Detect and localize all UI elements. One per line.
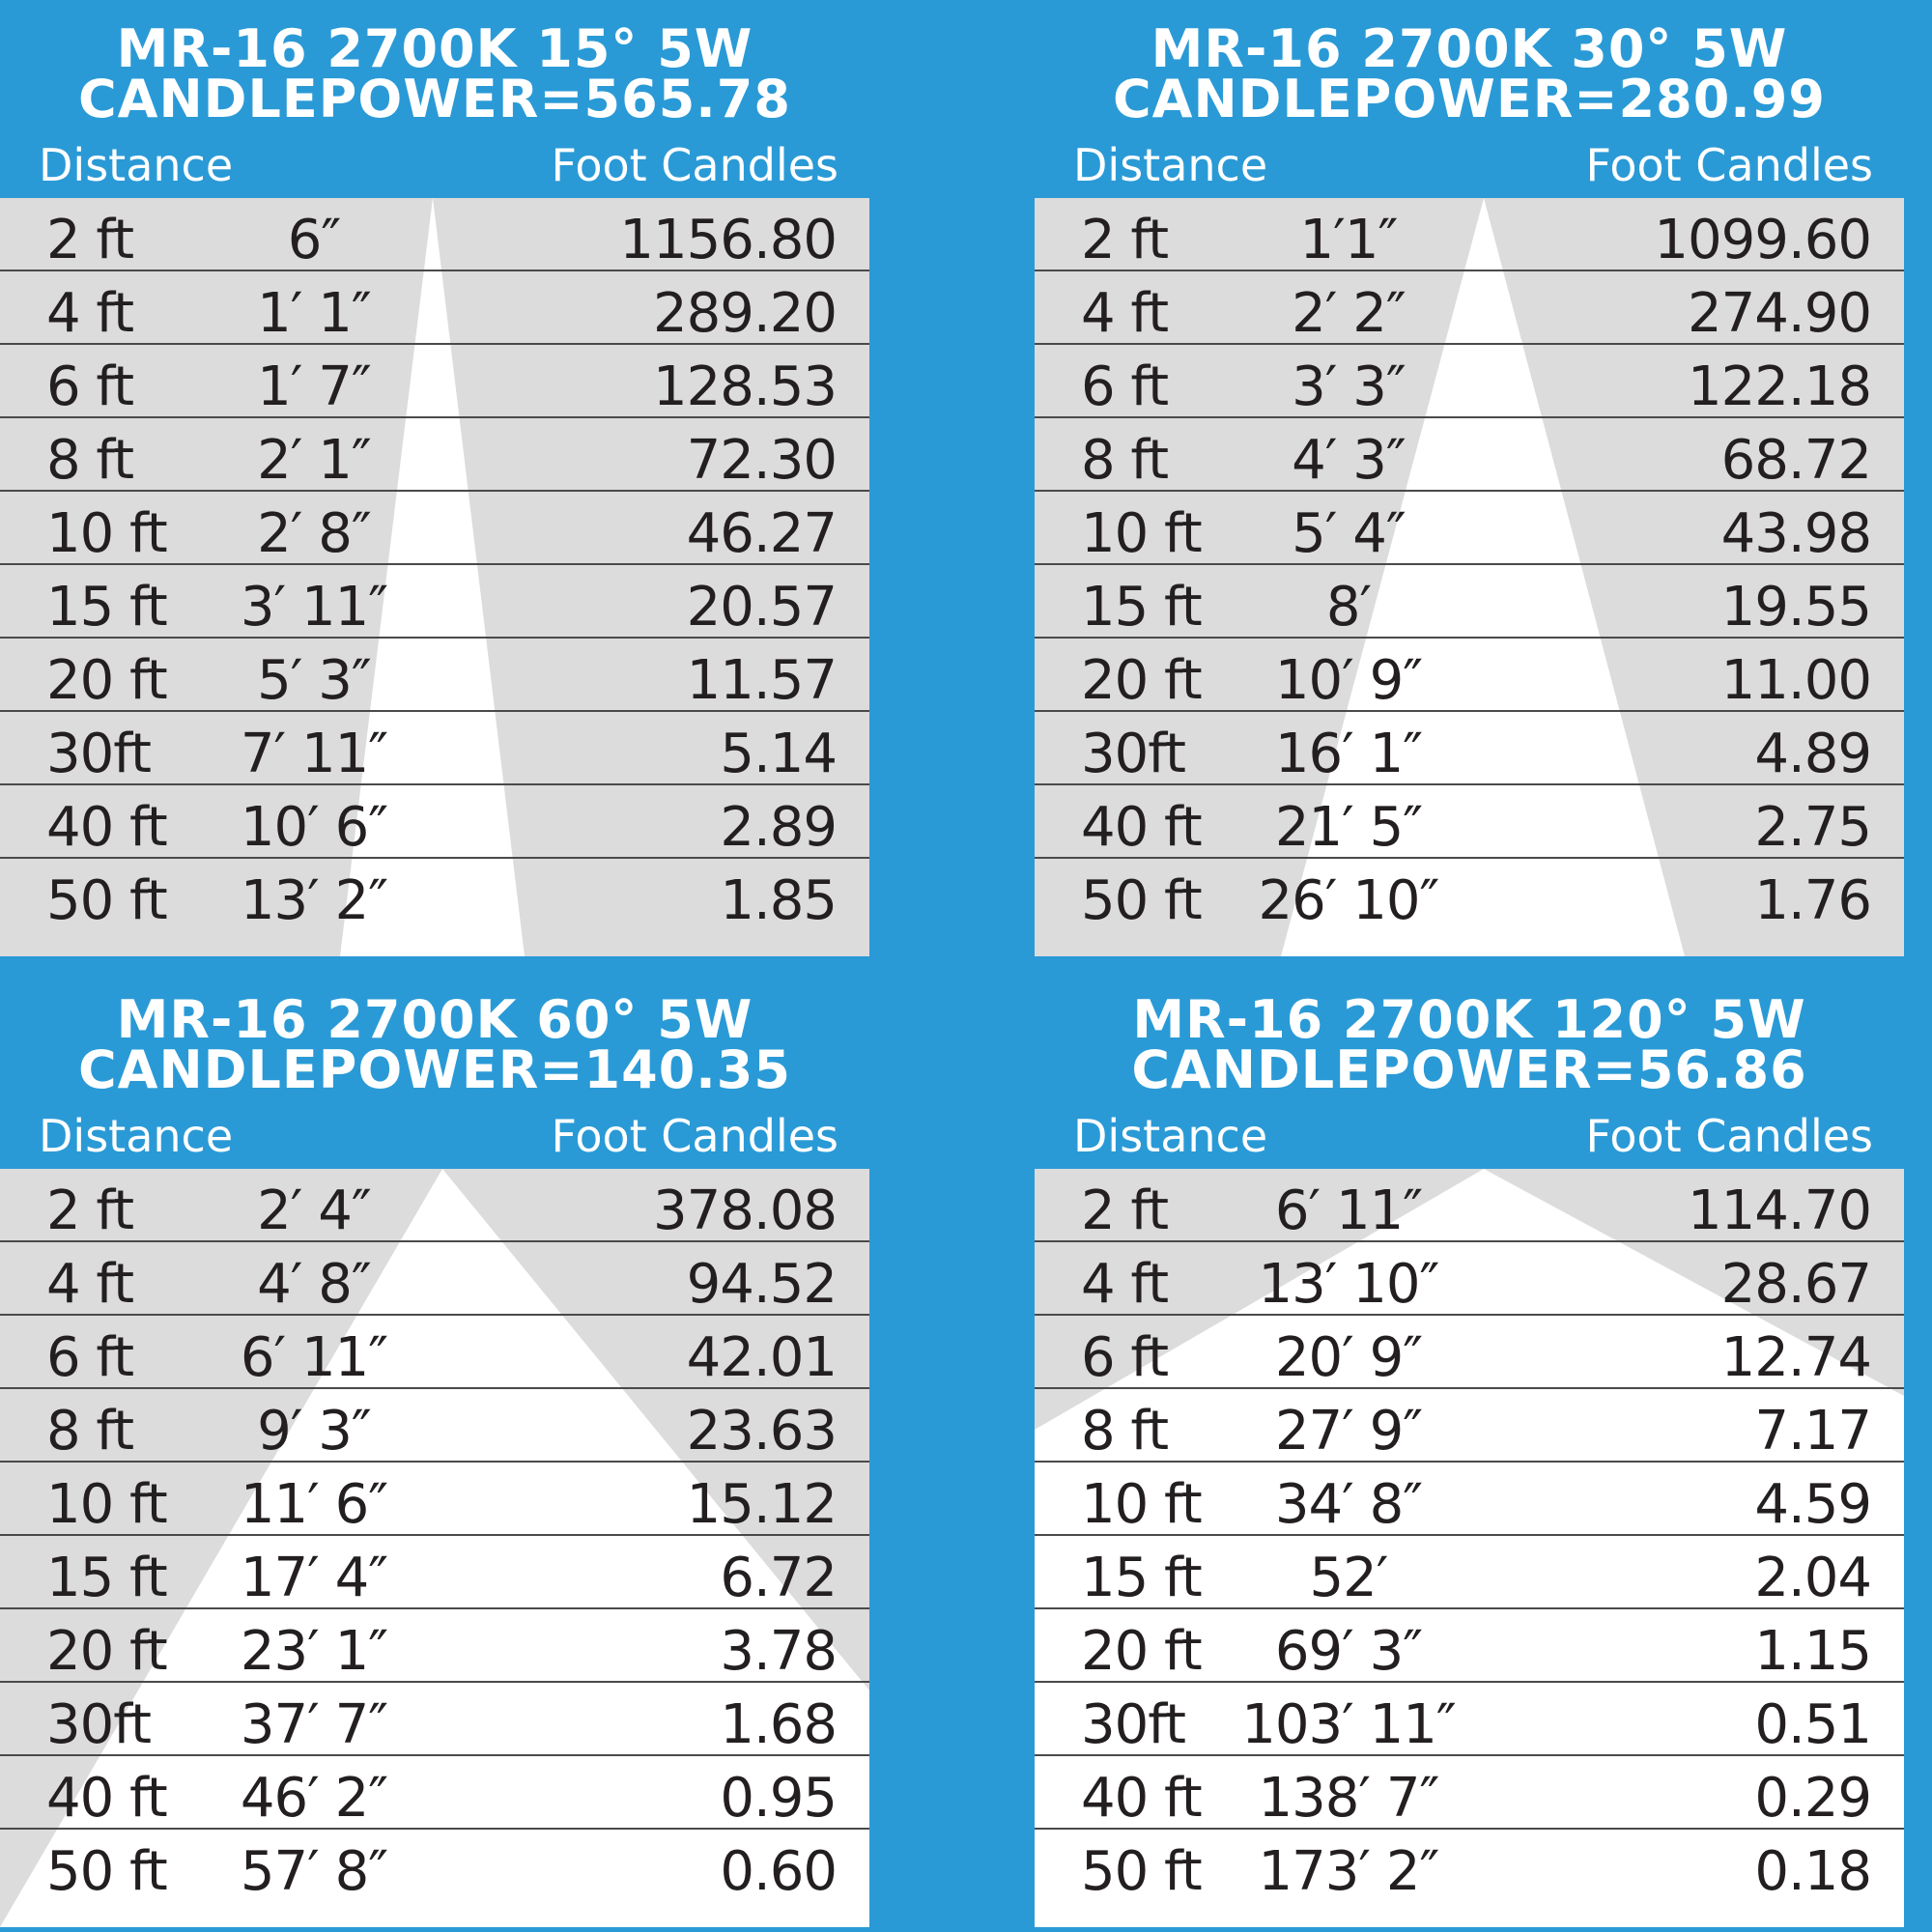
foot-candles-cell: 94.52 <box>686 1253 837 1316</box>
beam-diameter-cell: 1′ 1″ <box>257 282 371 345</box>
foot-candles-cell: 2.04 <box>1754 1547 1871 1609</box>
table-row <box>0 271 869 345</box>
table-row <box>0 859 869 932</box>
distance-cell: 20 ft <box>1081 1620 1202 1683</box>
distance-cell: 8 ft <box>1081 429 1169 492</box>
beam-table-panel <box>0 0 869 956</box>
beam-table-panel <box>1035 0 1904 956</box>
beam-diameter-cell: 6′ 11″ <box>240 1326 388 1389</box>
table-row <box>1035 198 1904 271</box>
distance-cell: 4 ft <box>46 282 134 345</box>
table-row <box>0 418 869 492</box>
distance-cell: 40 ft <box>46 1767 167 1830</box>
table-row <box>1035 1389 1904 1463</box>
table-row <box>0 1830 869 1903</box>
panel-title: MR-16 2700K 60° 5W <box>116 989 753 1050</box>
beam-table-panel <box>1035 971 1904 1927</box>
distance-cell: 8 ft <box>46 1400 134 1463</box>
distance-cell: 30ft <box>46 723 151 785</box>
foot-candles-cell: 46.27 <box>686 502 837 565</box>
distance-cell: 6 ft <box>1081 1326 1169 1389</box>
panel-title: MR-16 2700K 30° 5W <box>1151 18 1788 79</box>
beam-diameter-cell: 3′ 11″ <box>240 576 388 639</box>
foot-candles-cell: 122.18 <box>1688 355 1871 418</box>
distance-cell: 8 ft <box>1081 1400 1169 1463</box>
beam-diameter-cell: 4′ 3″ <box>1292 429 1406 492</box>
foot-candles-cell: 11.00 <box>1720 649 1871 712</box>
table-row <box>0 712 869 785</box>
table-row <box>1035 1830 1904 1903</box>
distance-cell: 8 ft <box>46 429 134 492</box>
beam-diameter-cell: 2′ 1″ <box>257 429 371 492</box>
beam-diameter-cell: 7′ 11″ <box>240 723 388 785</box>
foot-candles-cell: 0.60 <box>720 1840 837 1903</box>
table-row <box>0 1756 869 1830</box>
distance-cell: 2 ft <box>1081 1179 1169 1242</box>
foot-candles-cell: 0.29 <box>1754 1767 1871 1830</box>
table-row <box>1035 271 1904 345</box>
foot-candles-cell: 5.14 <box>720 723 837 785</box>
table-row <box>1035 1169 1904 1242</box>
distance-cell: 10 ft <box>1081 502 1202 565</box>
table-row <box>0 1536 869 1609</box>
foot-candles-cell: 7.17 <box>1754 1400 1871 1463</box>
foot-candles-cell: 0.51 <box>1754 1693 1871 1756</box>
foot-candles-cell: 128.53 <box>653 355 837 418</box>
table-row <box>1035 1756 1904 1830</box>
beam-diameter-cell: 16′ 1″ <box>1274 723 1423 785</box>
beam-diameter-cell: 103′ 11″ <box>1241 1693 1456 1756</box>
table-row <box>0 198 869 271</box>
panel-title: MR-16 2700K 15° 5W <box>116 18 753 79</box>
column-header-distance: Distance <box>39 139 234 191</box>
table-row <box>1035 712 1904 785</box>
panel-header <box>1035 971 1904 1164</box>
column-header-distance: Distance <box>1073 139 1268 191</box>
foot-candles-cell: 378.08 <box>653 1179 837 1242</box>
table-body <box>1035 1169 1904 1927</box>
table-row <box>0 1316 869 1389</box>
table-row <box>1035 1316 1904 1389</box>
foot-candles-cell: 1.68 <box>720 1693 837 1756</box>
beam-diameter-cell: 6″ <box>287 209 341 271</box>
column-header-foot-candles: Foot Candles <box>1585 139 1873 191</box>
distance-cell: 30ft <box>1081 723 1185 785</box>
table-row <box>0 565 869 639</box>
foot-candles-cell: 15.12 <box>686 1473 837 1536</box>
table-body <box>0 198 869 956</box>
beam-diameter-cell: 52′ <box>1309 1547 1388 1609</box>
column-header-distance: Distance <box>1073 1110 1268 1162</box>
foot-candles-cell: 11.57 <box>686 649 837 712</box>
table-row <box>0 1463 869 1536</box>
candlepower-label: CANDLEPOWER=140.35 <box>78 1039 791 1100</box>
candlepower-label: CANDLEPOWER=280.99 <box>1113 69 1826 129</box>
distance-cell: 10 ft <box>46 502 167 565</box>
beam-diameter-cell: 23′ 1″ <box>240 1620 388 1683</box>
table-row <box>1035 1536 1904 1609</box>
beam-diameter-cell: 2′ 2″ <box>1292 282 1406 345</box>
table-row <box>0 1389 869 1463</box>
distance-cell: 4 ft <box>1081 1253 1169 1316</box>
distance-cell: 40 ft <box>46 796 167 859</box>
distance-cell: 50 ft <box>1081 1840 1202 1903</box>
beam-diameter-cell: 11′ 6″ <box>240 1473 388 1536</box>
foot-candles-cell: 0.95 <box>720 1767 837 1830</box>
table-row <box>1035 492 1904 565</box>
table-row <box>0 1609 869 1683</box>
foot-candles-cell: 28.67 <box>1720 1253 1871 1316</box>
beam-diameter-cell: 21′ 5″ <box>1274 796 1423 859</box>
foot-candles-cell: 6.72 <box>720 1547 837 1609</box>
beam-diameter-cell: 37′ 7″ <box>240 1693 388 1756</box>
beam-diameter-cell: 34′ 8″ <box>1274 1473 1423 1536</box>
beam-diameter-cell: 2′ 8″ <box>257 502 371 565</box>
column-header-foot-candles: Foot Candles <box>551 139 838 191</box>
table-row <box>0 639 869 712</box>
beam-diameter-cell: 3′ 3″ <box>1292 355 1406 418</box>
distance-cell: 20 ft <box>46 1620 167 1683</box>
table-row <box>1035 345 1904 418</box>
foot-candles-cell: 289.20 <box>653 282 837 345</box>
panel-title: MR-16 2700K 120° 5W <box>1132 989 1806 1050</box>
distance-cell: 50 ft <box>46 1840 167 1903</box>
foot-candles-cell: 2.89 <box>720 796 837 859</box>
distance-cell: 6 ft <box>46 1326 134 1389</box>
distance-cell: 6 ft <box>46 355 134 418</box>
beam-diameter-cell: 27′ 9″ <box>1274 1400 1423 1463</box>
distance-cell: 20 ft <box>1081 649 1202 712</box>
column-header-distance: Distance <box>39 1110 234 1162</box>
beam-diameter-cell: 1′1″ <box>1299 209 1398 271</box>
beam-diameter-cell: 1′ 7″ <box>257 355 371 418</box>
beam-diameter-cell: 57′ 8″ <box>240 1840 388 1903</box>
beam-diameter-cell: 10′ 9″ <box>1274 649 1423 712</box>
foot-candles-cell: 12.74 <box>1720 1326 1871 1389</box>
foot-candles-cell: 4.59 <box>1754 1473 1871 1536</box>
distance-cell: 10 ft <box>46 1473 167 1536</box>
foot-candles-cell: 0.18 <box>1754 1840 1871 1903</box>
table-row <box>0 345 869 418</box>
table-body <box>1035 198 1904 956</box>
foot-candles-cell: 20.57 <box>686 576 837 639</box>
table-row <box>0 1169 869 1242</box>
distance-cell: 40 ft <box>1081 1767 1202 1830</box>
foot-candles-cell: 1156.80 <box>619 209 837 271</box>
foot-candles-cell: 1.15 <box>1754 1620 1871 1683</box>
beam-diameter-cell: 10′ 6″ <box>240 796 388 859</box>
table-row <box>0 1683 869 1756</box>
foot-candles-cell: 1.76 <box>1754 869 1871 932</box>
beam-diameter-cell: 5′ 3″ <box>257 649 371 712</box>
foot-candles-cell: 3.78 <box>720 1620 837 1683</box>
distance-cell: 15 ft <box>46 576 167 639</box>
distance-cell: 6 ft <box>1081 355 1169 418</box>
table-row <box>1035 859 1904 932</box>
beam-diameter-cell: 13′ 10″ <box>1258 1253 1439 1316</box>
beam-table-panel <box>0 971 869 1927</box>
panel-header <box>0 971 869 1164</box>
foot-candles-cell: 68.72 <box>1720 429 1871 492</box>
table-row <box>1035 785 1904 859</box>
distance-cell: 20 ft <box>46 649 167 712</box>
beam-diameter-cell: 26′ 10″ <box>1258 869 1439 932</box>
distance-cell: 50 ft <box>46 869 167 932</box>
foot-candles-cell: 1.85 <box>720 869 837 932</box>
foot-candles-cell: 1099.60 <box>1654 209 1871 271</box>
column-header-foot-candles: Foot Candles <box>1585 1110 1873 1162</box>
candlepower-label: CANDLEPOWER=565.78 <box>78 69 791 129</box>
table-row <box>1035 1463 1904 1536</box>
distance-cell: 50 ft <box>1081 869 1202 932</box>
distance-cell: 2 ft <box>1081 209 1169 271</box>
foot-candles-cell: 2.75 <box>1754 796 1871 859</box>
distance-cell: 2 ft <box>46 209 134 271</box>
beam-diameter-cell: 6′ 11″ <box>1274 1179 1423 1242</box>
beam-diameter-cell: 20′ 9″ <box>1274 1326 1423 1389</box>
beam-diameter-cell: 13′ 2″ <box>240 869 388 932</box>
table-row <box>0 785 869 859</box>
foot-candles-cell: 19.55 <box>1720 576 1871 639</box>
distance-cell: 30ft <box>1081 1693 1185 1756</box>
beam-diameter-cell: 9′ 3″ <box>257 1400 371 1463</box>
beam-diameter-cell: 4′ 8″ <box>257 1253 371 1316</box>
distance-cell: 4 ft <box>46 1253 134 1316</box>
table-row <box>1035 1242 1904 1316</box>
foot-candles-cell: 43.98 <box>1720 502 1871 565</box>
foot-candles-cell: 72.30 <box>686 429 837 492</box>
table-row <box>1035 639 1904 712</box>
panel-header <box>0 0 869 193</box>
distance-cell: 15 ft <box>1081 1547 1202 1609</box>
table-body <box>0 1169 869 1927</box>
column-header-foot-candles: Foot Candles <box>551 1110 838 1162</box>
distance-cell: 15 ft <box>1081 576 1202 639</box>
foot-candles-cell: 4.89 <box>1754 723 1871 785</box>
table-row <box>1035 418 1904 492</box>
foot-candles-cell: 114.70 <box>1688 1179 1871 1242</box>
distance-cell: 4 ft <box>1081 282 1169 345</box>
distance-cell: 30ft <box>46 1693 151 1756</box>
distance-cell: 40 ft <box>1081 796 1202 859</box>
panel-header <box>1035 0 1904 193</box>
foot-candles-cell: 23.63 <box>686 1400 837 1463</box>
table-row <box>1035 1609 1904 1683</box>
beam-diameter-cell: 173′ 2″ <box>1258 1840 1439 1903</box>
table-row <box>1035 1683 1904 1756</box>
beam-diameter-cell: 8′ <box>1325 576 1372 639</box>
table-row <box>1035 565 1904 639</box>
beam-diameter-cell: 2′ 4″ <box>257 1179 371 1242</box>
beam-diameter-cell: 17′ 4″ <box>240 1547 388 1609</box>
distance-cell: 10 ft <box>1081 1473 1202 1536</box>
distance-cell: 2 ft <box>46 1179 134 1242</box>
foot-candles-cell: 274.90 <box>1688 282 1871 345</box>
beam-diameter-cell: 69′ 3″ <box>1274 1620 1423 1683</box>
foot-candles-cell: 42.01 <box>686 1326 837 1389</box>
table-row <box>0 1242 869 1316</box>
beam-diameter-cell: 5′ 4″ <box>1292 502 1406 565</box>
table-row <box>0 492 869 565</box>
beam-diameter-cell: 138′ 7″ <box>1258 1767 1439 1830</box>
distance-cell: 15 ft <box>46 1547 167 1609</box>
candlepower-label: CANDLEPOWER=56.86 <box>1131 1039 1807 1100</box>
beam-diameter-cell: 46′ 2″ <box>240 1767 388 1830</box>
